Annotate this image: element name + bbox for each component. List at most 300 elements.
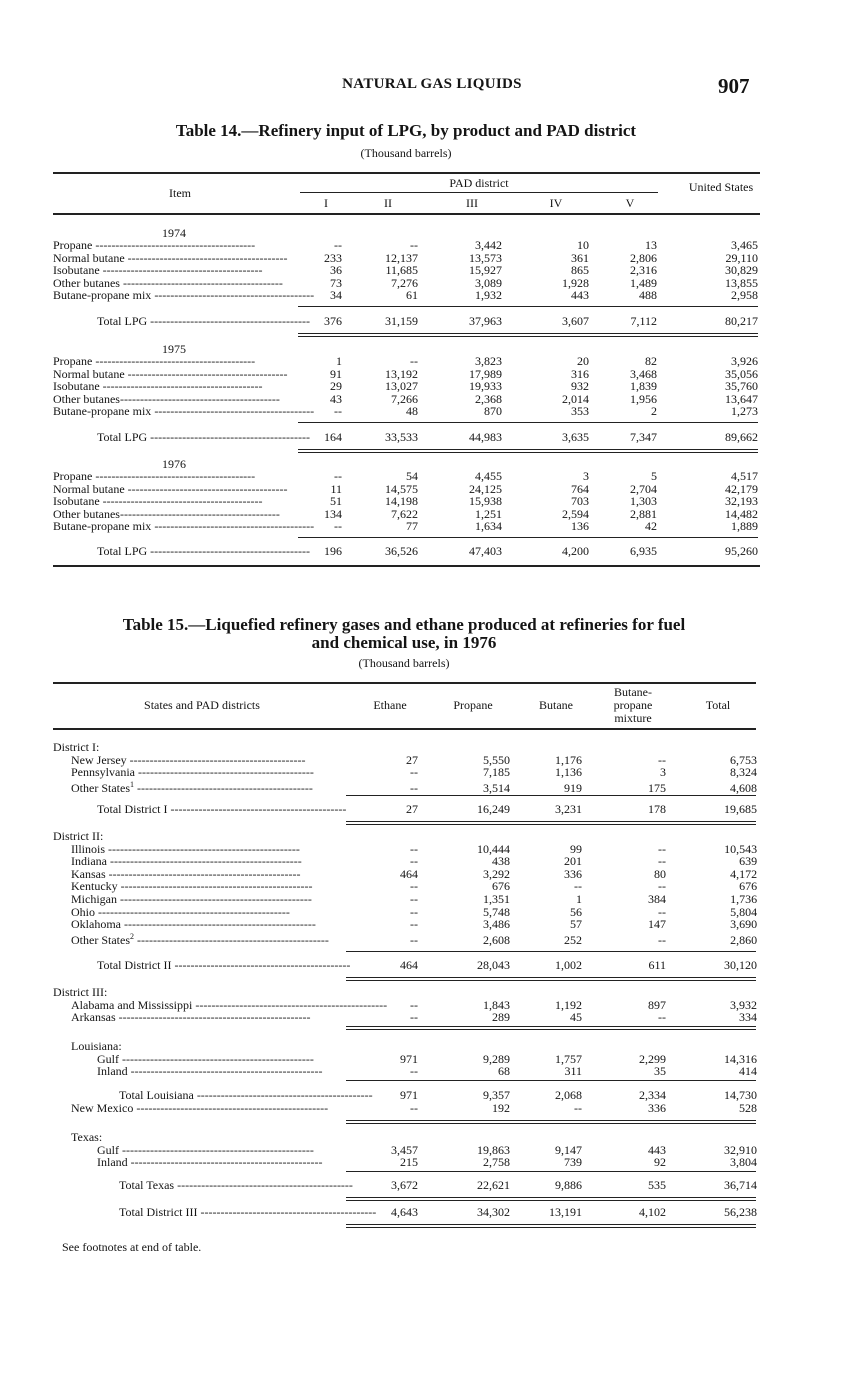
table-cell-value: -- bbox=[658, 854, 666, 869]
table-cell-value: 2 bbox=[651, 404, 657, 419]
table-cell-label: Butane-propane mix ---------------------------------------- bbox=[53, 288, 315, 303]
table-cell-value: 353 bbox=[571, 404, 589, 419]
table-cell-value: 2,594 bbox=[562, 506, 589, 521]
table-cell-value: 61 bbox=[406, 288, 418, 303]
table-cell-label: Illinois ------------------------------------------------ bbox=[53, 843, 345, 856]
table-cell-label: Kentucky ------------------------------------------------ bbox=[53, 880, 345, 893]
table-cell-value: -- bbox=[334, 519, 342, 534]
table14-col-5: V bbox=[625, 196, 635, 210]
table-cell-value: 4,608 bbox=[730, 780, 758, 795]
page-number: 907 bbox=[718, 74, 750, 98]
table-cell-label: Gulf ------------------------------------------------ bbox=[53, 1053, 345, 1066]
table15-double-rule-b bbox=[346, 824, 756, 825]
table-cell-value: 611 bbox=[648, 958, 666, 972]
table-cell-value: 1,002 bbox=[555, 958, 582, 972]
dot-leader: ---------------------------------------- bbox=[119, 506, 280, 521]
dot-leader: ---------------------------------------- bbox=[154, 519, 315, 534]
table-cell-value: 3 bbox=[660, 765, 666, 780]
table-cell-value: 438 bbox=[492, 854, 510, 869]
table-cell-value: 5,748 bbox=[483, 904, 510, 919]
table-cell-value: 1,303 bbox=[630, 494, 657, 509]
table14-col-3: III bbox=[466, 196, 478, 210]
table-cell-value: 443 bbox=[571, 288, 589, 303]
table14-year-1976: 1976 bbox=[162, 457, 186, 471]
table14-double-rule-b bbox=[298, 336, 758, 337]
table-row bbox=[53, 495, 758, 508]
dot-leader: ---------------------------------------- bbox=[95, 238, 256, 252]
table-cell-value: 3,823 bbox=[475, 354, 502, 368]
table-cell-value: -- bbox=[410, 780, 418, 795]
dot-leader: ------------------------------------------------ bbox=[130, 1155, 323, 1170]
table-cell-value: 42,179 bbox=[725, 481, 758, 496]
dot-leader: ---------------------------------------- bbox=[102, 494, 263, 509]
table-cell-value: 48 bbox=[406, 404, 418, 419]
table15-double-rule-a bbox=[346, 1120, 756, 1121]
table-cell-value: 164 bbox=[324, 430, 342, 444]
table-cell-value: 739 bbox=[564, 1155, 582, 1170]
table14-double-rule-a bbox=[298, 333, 758, 334]
table-cell-value: 5 bbox=[651, 469, 657, 483]
table14-block-1975 bbox=[53, 355, 758, 418]
table15-texas-total bbox=[53, 1179, 757, 1192]
table-cell-value: -- bbox=[410, 841, 418, 856]
table-row bbox=[53, 289, 758, 302]
table-cell-value: 20 bbox=[577, 354, 589, 368]
table-cell-value: 3,690 bbox=[730, 917, 758, 932]
dot-leader: -------------------------------------------- bbox=[138, 765, 314, 780]
dot-leader: ---------------------------------------- bbox=[150, 314, 310, 328]
table-cell-label: Other butanes---------------------------------------- bbox=[53, 391, 280, 406]
table-cell-value: 15,927 bbox=[469, 263, 502, 278]
table14-year-1975: 1975 bbox=[162, 342, 186, 356]
table-row-total bbox=[53, 803, 757, 816]
table-cell-value: 178 bbox=[648, 802, 666, 816]
table-cell-value: 7,112 bbox=[630, 314, 657, 328]
table-cell-value: 14,482 bbox=[725, 506, 758, 521]
dot-leader: ------------------------------------------------ bbox=[195, 997, 388, 1012]
running-header-title: NATURAL GAS LIQUIDS bbox=[342, 76, 522, 92]
table-cell-label: District I: bbox=[53, 740, 100, 754]
table-cell-label: Total LPG ---------------------------------------- bbox=[97, 544, 310, 558]
table-cell-value: 92 bbox=[654, 1155, 666, 1170]
table-cell-value: 1,273 bbox=[731, 404, 758, 419]
table14-year-1974: 1974 bbox=[162, 226, 186, 240]
table-cell-label: Total District II -------------------------------------------- bbox=[97, 958, 351, 972]
table-cell-value: -- bbox=[658, 932, 666, 947]
table15-col-ethane: Ethane bbox=[373, 698, 407, 712]
table-cell-label: Kansas ------------------------------------------------ bbox=[53, 868, 345, 881]
table-cell-label: Oklahoma ------------------------------------------------ bbox=[53, 918, 345, 931]
table-cell-value: -- bbox=[410, 997, 418, 1012]
table-cell-label: District II: bbox=[53, 829, 104, 843]
table-cell-value: 1,932 bbox=[475, 288, 502, 303]
table14-total-1976 bbox=[53, 545, 758, 558]
table-cell-value: 764 bbox=[571, 481, 589, 496]
table-cell-value: 136 bbox=[571, 519, 589, 534]
table-cell-value: 252 bbox=[564, 932, 582, 947]
table14-subtotal-rule bbox=[298, 306, 758, 307]
table-cell-value: 192 bbox=[492, 1100, 510, 1115]
table-cell-label: Michigan ------------------------------------------------ bbox=[53, 893, 345, 906]
table-cell-value: 19,685 bbox=[724, 802, 757, 816]
table-cell-value: 54 bbox=[406, 469, 418, 483]
dot-leader: ---------------------------------------- bbox=[127, 366, 288, 381]
dot-leader: ---------------------------------------- bbox=[127, 481, 288, 496]
table15-col-mix-line2: propane bbox=[613, 698, 653, 712]
dot-leader: -------------------------------------------- bbox=[129, 752, 306, 767]
table-cell-value: -- bbox=[410, 765, 418, 780]
dot-leader: ------------------------------------------------ bbox=[118, 1010, 311, 1025]
dot-leader: ---------------------------------------- bbox=[154, 404, 315, 419]
table-cell-label: Propane ---------------------------------------- bbox=[53, 355, 298, 368]
table14-bottom-rule bbox=[53, 565, 760, 567]
table-cell-label: Pennsylvania -------------------------------------------- bbox=[53, 766, 345, 779]
table-cell-value: 73 bbox=[330, 275, 342, 290]
table-cell-label: Isobutane ---------------------------------------- bbox=[53, 264, 298, 277]
table-cell-value: -- bbox=[410, 354, 418, 368]
table-cell-value: 13,191 bbox=[549, 1205, 582, 1219]
table14-col-1: I bbox=[324, 196, 328, 210]
table-cell-value: 2,958 bbox=[731, 288, 758, 303]
table-cell-label: Inland ------------------------------------------------ bbox=[53, 1065, 345, 1078]
table-cell-value: 35,760 bbox=[725, 379, 758, 394]
table-cell-value: 3,635 bbox=[562, 430, 589, 444]
table-cell-value: 22,621 bbox=[477, 1178, 510, 1192]
table14-col-us: United States bbox=[688, 180, 754, 194]
table-cell-value: 2,704 bbox=[630, 481, 657, 496]
table-row bbox=[53, 264, 758, 277]
table15-title-line1: Table 15.—Liquefied refinery gases and ethane produced at refineries for fuel bbox=[122, 615, 686, 634]
table-cell-value: 11,685 bbox=[385, 263, 418, 278]
table-cell-value: 30,829 bbox=[725, 263, 758, 278]
table15-double-rule-b bbox=[346, 1123, 756, 1124]
table-cell-value: 5,550 bbox=[483, 752, 510, 767]
table-cell-value: 28,043 bbox=[477, 958, 510, 972]
table-cell-value: 29 bbox=[330, 379, 342, 394]
table-cell-value: 14,198 bbox=[385, 494, 418, 509]
table-cell-value: -- bbox=[410, 917, 418, 932]
table-cell-value: 414 bbox=[739, 1064, 758, 1079]
table-cell-value: 676 bbox=[492, 879, 510, 894]
table14-double-rule-a bbox=[298, 449, 758, 450]
dot-leader: -------------------------------------------- bbox=[177, 1178, 353, 1192]
table14-subtotal-rule bbox=[298, 422, 758, 423]
table-cell-value: 3,231 bbox=[555, 802, 582, 816]
table14-block-1974 bbox=[53, 239, 758, 302]
table-cell-value: 1,757 bbox=[555, 1051, 582, 1066]
table15-double-rule-a bbox=[346, 1197, 756, 1198]
table-cell-value: 2,368 bbox=[475, 391, 502, 406]
table-row bbox=[53, 1102, 757, 1115]
table15-louisiana bbox=[53, 1040, 757, 1078]
table-cell-value: 3,468 bbox=[630, 366, 657, 381]
table-cell-value: 30,120 bbox=[724, 958, 757, 972]
dot-leader: ------------------------------------------------ bbox=[108, 866, 301, 881]
table-cell-value: 34,302 bbox=[477, 1205, 510, 1219]
dot-leader: -------------------------------------------- bbox=[196, 1088, 373, 1102]
table-cell-value: 9,289 bbox=[483, 1051, 510, 1066]
table-row bbox=[53, 893, 757, 906]
table-cell-value: -- bbox=[334, 404, 342, 419]
table-cell-value: -- bbox=[658, 841, 666, 856]
table-cell-value: 361 bbox=[571, 250, 589, 265]
table-cell-value: 4,102 bbox=[639, 1205, 666, 1219]
table15-district2 bbox=[53, 830, 757, 946]
table-cell-value: 82 bbox=[645, 354, 657, 368]
table-cell-value: 233 bbox=[324, 250, 342, 265]
table-cell-label: Other butanes ---------------------------------------- bbox=[53, 275, 283, 290]
table15-district3-a bbox=[53, 986, 757, 1024]
table-cell-label: Gulf ------------------------------------------------ bbox=[53, 1144, 345, 1157]
table15-district1-total bbox=[53, 803, 757, 816]
table-cell-value: 7,622 bbox=[391, 506, 418, 521]
table15-double-rule-a bbox=[346, 1224, 756, 1225]
table-cell-value: 6,753 bbox=[730, 752, 758, 767]
table-cell-value: 289 bbox=[492, 1010, 510, 1025]
table-cell-value: 3,442 bbox=[475, 238, 502, 252]
table-cell-value: 10,543 bbox=[724, 841, 758, 856]
dot-leader: -------------------------------------------- bbox=[200, 1205, 377, 1219]
table-cell-value: 334 bbox=[739, 1010, 758, 1025]
table-cell-value: 80,217 bbox=[725, 314, 758, 328]
table14-col-group: PAD district bbox=[449, 176, 509, 190]
table-cell-value: -- bbox=[410, 238, 418, 252]
table-cell-value: 36 bbox=[330, 263, 342, 278]
table-cell-value: 8,324 bbox=[730, 765, 758, 780]
table-cell-label: Texas: bbox=[71, 1130, 103, 1144]
table15-subtotal-rule bbox=[346, 1080, 756, 1081]
dot-leader: ---------------------------------------- bbox=[150, 544, 310, 558]
table-cell-value: 870 bbox=[484, 404, 502, 419]
table-cell-value: 24,125 bbox=[469, 481, 502, 496]
table-cell-value: 488 bbox=[639, 288, 657, 303]
table-cell-value: 2,316 bbox=[630, 263, 657, 278]
table15-top-rule bbox=[53, 682, 756, 684]
table-cell-value: 2,014 bbox=[562, 391, 589, 406]
table-cell-value: -- bbox=[410, 1064, 418, 1079]
table-cell-value: 5,804 bbox=[730, 904, 758, 919]
table-cell-value: 316 bbox=[571, 366, 589, 381]
table-cell-value: 201 bbox=[564, 854, 582, 869]
table-cell-label: Isobutane ---------------------------------------- bbox=[53, 380, 298, 393]
table15-footnote: See footnotes at end of table. bbox=[62, 1240, 202, 1254]
table-cell-value: 3,292 bbox=[483, 866, 510, 881]
table-cell-value: 34 bbox=[330, 288, 342, 303]
table-cell-value: 3,486 bbox=[483, 917, 510, 932]
table-row bbox=[53, 1156, 757, 1169]
table-cell-value: 1,956 bbox=[630, 391, 657, 406]
table-cell-value: 7,347 bbox=[630, 430, 657, 444]
table-cell-value: 1,489 bbox=[630, 275, 657, 290]
table-cell-value: -- bbox=[410, 1100, 418, 1115]
table-cell-value: 35,056 bbox=[725, 366, 758, 381]
table-cell-value: 919 bbox=[564, 780, 582, 795]
table-cell-value: 3,465 bbox=[731, 238, 758, 252]
dot-leader: ------------------------------------------------ bbox=[122, 1142, 314, 1157]
dot-leader: ---------------------------------------- bbox=[95, 354, 256, 368]
table-cell-label: Total Texas -------------------------------------------- bbox=[119, 1178, 353, 1192]
table-cell-value: 56,238 bbox=[724, 1205, 757, 1219]
table14-block-1976 bbox=[53, 470, 758, 533]
table-cell-value: 31,159 bbox=[385, 314, 418, 328]
table15-subtotal-rule bbox=[346, 951, 756, 952]
table-cell-value: 15,938 bbox=[469, 494, 502, 509]
table15-texas bbox=[53, 1131, 757, 1169]
dot-leader: ---------------------------------------- bbox=[154, 288, 315, 303]
table-cell-label: Alabama and Mississippi ------------------------------------------------ bbox=[71, 997, 388, 1012]
table-cell-label: Total Louisiana -------------------------------------------- bbox=[119, 1088, 373, 1102]
table-cell-value: 19,863 bbox=[477, 1142, 510, 1157]
table15-double-rule-a bbox=[346, 821, 756, 822]
table-cell-label: Total District I -------------------------------------------- bbox=[97, 802, 347, 816]
table-row bbox=[53, 239, 758, 252]
table-cell-value: 14,730 bbox=[724, 1088, 757, 1102]
table-cell-value: 196 bbox=[324, 544, 342, 558]
table-cell-value: 13,647 bbox=[725, 391, 758, 406]
table-row-total bbox=[53, 545, 758, 558]
table-cell-value: -- bbox=[574, 879, 582, 894]
table-cell-label: District III: bbox=[53, 985, 108, 999]
table-cell-value: 89,662 bbox=[725, 430, 758, 444]
table15-louisiana-total bbox=[53, 1089, 757, 1114]
table-cell-label: Propane ---------------------------------------- bbox=[53, 239, 298, 252]
table-cell-value: 4,643 bbox=[391, 1205, 418, 1219]
dot-leader: ---------------------------------------- bbox=[95, 469, 256, 483]
table15-head-rule bbox=[53, 728, 756, 730]
table-cell-value: 42 bbox=[645, 519, 657, 534]
table-cell-label: Other States$^2$ ------------------------------------------------ bbox=[71, 931, 329, 947]
table-cell-value: 27 bbox=[406, 802, 418, 816]
table-cell-value: -- bbox=[658, 879, 666, 894]
table-cell-value: 1 bbox=[576, 891, 582, 906]
table-cell-value: 464 bbox=[400, 866, 418, 881]
table-cell-value: 897 bbox=[648, 997, 666, 1012]
table-cell-label: Inland ------------------------------------------------ bbox=[53, 1156, 345, 1169]
dot-leader: ------------------------------------------------ bbox=[124, 917, 316, 932]
table-cell-value: 3,926 bbox=[731, 354, 758, 368]
table-row bbox=[53, 520, 758, 533]
table-cell-value: 36,526 bbox=[385, 544, 418, 558]
table-cell-value: 1,192 bbox=[555, 997, 582, 1012]
table-cell-value: -- bbox=[410, 932, 418, 947]
table15-double-rule-b bbox=[346, 1227, 756, 1228]
table-cell-label: Normal butane ---------------------------------------- bbox=[53, 366, 288, 381]
table-cell-label: Total District III -------------------------------------------- bbox=[119, 1205, 377, 1219]
table-cell-value: 215 bbox=[400, 1155, 418, 1170]
table-cell-value: 1 bbox=[336, 354, 342, 368]
table14-head-rule bbox=[53, 213, 760, 215]
table-cell-value: 13,855 bbox=[725, 275, 758, 290]
table-cell-label: New Jersey -------------------------------------------- bbox=[53, 754, 345, 767]
dot-leader: ------------------------------------------------ bbox=[120, 879, 313, 894]
table-cell-value: 43 bbox=[330, 391, 342, 406]
table-cell-value: 13,027 bbox=[385, 379, 418, 394]
table-cell-value: 45 bbox=[570, 1010, 582, 1025]
table-cell-value: 2,758 bbox=[483, 1155, 510, 1170]
table15-double-rule-b bbox=[346, 1029, 756, 1030]
dot-leader: ---------------------------------------- bbox=[102, 263, 263, 278]
table-cell-value: 1,351 bbox=[483, 891, 510, 906]
table-cell-value: 1,839 bbox=[630, 379, 657, 394]
table14-col-item: Item bbox=[169, 186, 191, 200]
table-cell-value: 1,928 bbox=[562, 275, 589, 290]
table-cell-label: Indiana ------------------------------------------------ bbox=[53, 855, 345, 868]
table-cell-value: -- bbox=[658, 904, 666, 919]
table-cell-value: 2,860 bbox=[730, 932, 758, 947]
table-cell-value: 4,455 bbox=[475, 469, 502, 483]
table-cell-value: 47,403 bbox=[469, 544, 502, 558]
table-cell-value: 384 bbox=[648, 891, 666, 906]
table-cell-value: 2,299 bbox=[639, 1051, 666, 1066]
dot-leader: -------------------------------------------- bbox=[174, 958, 351, 972]
table-cell-label: Total LPG ---------------------------------------- bbox=[97, 430, 310, 444]
table-cell-value: 639 bbox=[739, 854, 758, 869]
table-cell-value: 865 bbox=[571, 263, 589, 278]
table14-top-rule bbox=[53, 172, 760, 174]
dot-leader: ---------------------------------------- bbox=[102, 379, 263, 394]
table-cell-value: 2,881 bbox=[630, 506, 657, 521]
table-cell-value: 1,843 bbox=[483, 997, 510, 1012]
table-cell-label: Butane-propane mix ---------------------------------------- bbox=[53, 404, 315, 419]
dot-leader: -------------------------------------------- bbox=[137, 780, 313, 795]
table-cell-value: 3,089 bbox=[475, 275, 502, 290]
table-row-heading bbox=[53, 1131, 757, 1144]
table-row bbox=[53, 766, 757, 779]
table-cell-value: 11 bbox=[330, 481, 342, 496]
table-cell-value: 91 bbox=[330, 366, 342, 381]
table-cell-value: 27 bbox=[406, 752, 418, 767]
table-row bbox=[53, 470, 758, 483]
table-cell-value: 3,607 bbox=[562, 314, 589, 328]
table-cell-value: 703 bbox=[571, 494, 589, 509]
table-cell-value: 37,963 bbox=[469, 314, 502, 328]
table-cell-value: 36,714 bbox=[724, 1178, 757, 1192]
table-cell-label: Arkansas ------------------------------------------------ bbox=[53, 1011, 345, 1024]
table-cell-value: 33,533 bbox=[385, 430, 418, 444]
table-cell-label: Louisiana: bbox=[71, 1039, 122, 1053]
table-cell-value: 3,514 bbox=[483, 780, 510, 795]
table-cell-value: 932 bbox=[571, 379, 589, 394]
table-cell-value: 14,575 bbox=[385, 481, 418, 496]
table14-subtotal-rule bbox=[298, 537, 758, 538]
table-cell-value: 16,249 bbox=[477, 802, 510, 816]
table-cell-value: 6,935 bbox=[630, 544, 657, 558]
dot-leader: ---------------------------------------- bbox=[150, 430, 310, 444]
table15-double-rule-a bbox=[346, 1026, 756, 1027]
table14-double-rule-b bbox=[298, 452, 758, 453]
table14-total-1974 bbox=[53, 315, 758, 328]
table-cell-value: 1,176 bbox=[555, 752, 582, 767]
table-cell-value: 9,147 bbox=[555, 1142, 582, 1157]
table-cell-value: 14,316 bbox=[724, 1051, 758, 1066]
table-cell-value: 13,192 bbox=[385, 366, 418, 381]
table-cell-value: 311 bbox=[564, 1064, 582, 1079]
table15-double-rule-b bbox=[346, 980, 756, 981]
table-cell-value: 56 bbox=[570, 904, 582, 919]
table-row bbox=[53, 855, 757, 868]
table-cell-value: 12,137 bbox=[385, 250, 418, 265]
dot-leader: ------------------------------------------------ bbox=[109, 854, 302, 869]
dot-leader: ------------------------------------------------ bbox=[122, 1051, 314, 1066]
table15-col-total: Total bbox=[705, 698, 731, 712]
table-row-heading bbox=[53, 1040, 757, 1053]
dot-leader: ---------------------------------------- bbox=[122, 275, 283, 290]
table15-double-rule-a bbox=[346, 977, 756, 978]
dot-leader: ------------------------------------------------ bbox=[136, 1100, 329, 1115]
table-cell-label: Butane-propane mix ---------------------------------------- bbox=[53, 519, 315, 534]
table-row bbox=[53, 1065, 757, 1078]
table-cell-value: 19,933 bbox=[469, 379, 502, 394]
